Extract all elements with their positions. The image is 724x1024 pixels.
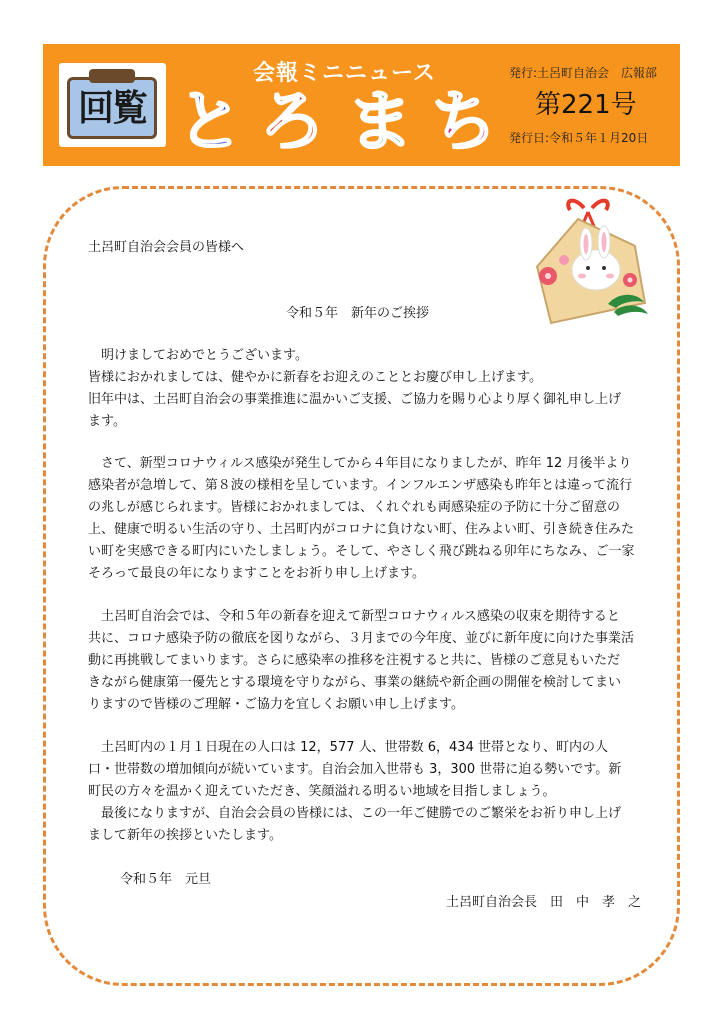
text-line: 口・世帯数の増加傾向が続いています。自治会加入世帯も 3，300 世帯に迫る勢いです。新 bbox=[88, 762, 622, 777]
text-line: りますので皆様のご理解・ご協力を宜しくお願い申し上げます。 bbox=[88, 697, 464, 712]
letter-heading: 令和５年 新年のご挨拶 bbox=[286, 306, 430, 321]
closing-date: 令和５年 元旦 bbox=[120, 872, 212, 887]
text-line: 皆様におかれましては、健やかに新春をお迎えのこととお慶び申し上げます。 bbox=[88, 370, 542, 385]
title-char: ち bbox=[431, 83, 497, 160]
text-line: い町を実感できる町内にいたしましょう。そして、やさしく飛び跳ねる卯年にちなみ、ご一家 bbox=[88, 544, 635, 559]
publisher: 発行:土呂町自治会 広報部 bbox=[509, 66, 658, 80]
issue-date: 発行日:令和５年１月20日 bbox=[509, 131, 649, 145]
text-line: まして新年の挨拶といたします。 bbox=[88, 828, 282, 843]
text-line: 動に再挑戦してまいります。さらに感染率の推移を注視すると共に、皆様のご意見もいただ bbox=[88, 653, 620, 668]
signature: 土呂町自治会長 田 中 孝 之 bbox=[446, 895, 642, 910]
paragraph-population bbox=[88, 737, 621, 847]
paragraph-activities bbox=[88, 606, 634, 716]
text-line: 上、健康で明るい生活の守り、土呂町内がコロナに負けない町、住みよい町、引き続き住みた bbox=[88, 522, 635, 537]
newsletter-subtitle: 会報ミニニュース bbox=[253, 61, 436, 86]
text-line: の兆しが感じられます。皆様におかれましては、くれぐれも両感染症の予防に十分ご留意の bbox=[88, 500, 620, 515]
badge-label: 回覧 bbox=[77, 88, 146, 129]
salutation: 土呂町自治会会員の皆様へ bbox=[88, 240, 245, 255]
text-line: 明けましておめでとうございます。 bbox=[88, 348, 308, 363]
text-line: 旧年中は、土呂町自治会の事業推進に温かいご支援、ご協力を賜り心より厚く御礼申し上げ bbox=[88, 392, 622, 407]
text-line: 最後になりますが、自治会会員の皆様には、この一年ご健勝でのご繁栄をお祈り申し上げ bbox=[88, 806, 622, 821]
rabbit-ema-illustration bbox=[518, 196, 658, 326]
title-char: ろ bbox=[259, 83, 325, 160]
text-line: ます。 bbox=[88, 414, 126, 429]
paragraph-greeting bbox=[88, 345, 621, 433]
text-line: 土呂町内の１月１日現在の人口は 12，577 人、世帯数 6，434 世帯となり、町内の人 bbox=[88, 740, 608, 755]
issue-number: 第221号 bbox=[535, 90, 637, 120]
text-line: 感染者が急増して、第８波の様相を呈しています。インフルエンザ感染も昨年とは違って流行 bbox=[88, 478, 633, 493]
text-line: さて、新型コロナウィルス感染が発生してから４年目になりましたが、昨年 12 月後半より bbox=[88, 456, 632, 471]
text-line: 共に、コロナ感染予防の徹底を図りながら、３月までの今年度、並びに新年度に向けた事業活 bbox=[88, 631, 635, 646]
clipboard-clip-icon bbox=[89, 69, 135, 83]
masthead bbox=[43, 44, 680, 166]
text-line: 町民の方々を温かく迎えていただき、笑顔溢れる明るい地域を目指しましょう。 bbox=[88, 784, 556, 799]
circulation-badge bbox=[59, 63, 166, 147]
text-line: そろって最良の年になりますことをお祈り申し上げます。 bbox=[88, 566, 425, 581]
paragraph-covid bbox=[88, 453, 635, 585]
text-line: きながら健康第一優先とする環境を守りながら、事業の継続や新企画の開催を検討してまい bbox=[88, 675, 622, 690]
title-char: ま bbox=[347, 83, 413, 160]
title-char: と bbox=[177, 83, 243, 160]
text-line: 土呂町自治会では、令和５年の新春を迎えて新型コロナウィルス感染の収束を期待すると bbox=[88, 609, 620, 624]
